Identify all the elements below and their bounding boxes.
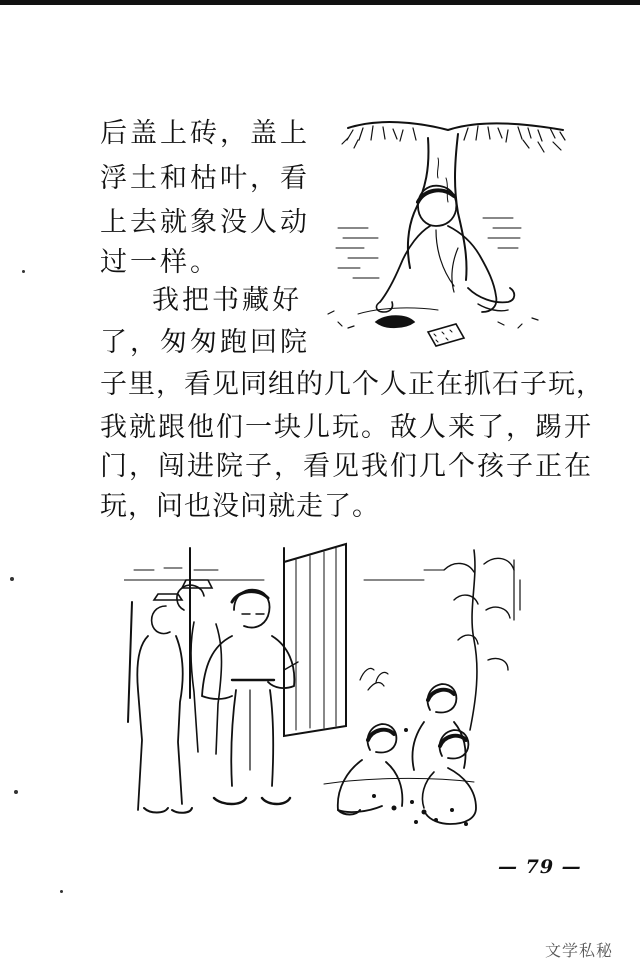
text-line-2: 浮土和枯叶，看	[100, 163, 310, 194]
watermark: 文学私秘	[545, 941, 614, 960]
text-line-10: 玩，问也没问就走了。	[100, 491, 380, 522]
top-border	[0, 0, 640, 5]
page-speck	[14, 790, 18, 794]
page-speck	[22, 270, 25, 273]
text-line-8: 我就跟他们一块儿玩。敌人来了，踢开	[100, 412, 593, 443]
text-line-5: 我把书藏好	[152, 285, 302, 316]
soldiers-and-children-illustration	[124, 540, 544, 836]
text-line-1: 后盖上砖，盖上	[100, 118, 310, 149]
page-speck	[60, 890, 63, 893]
text-line-9: 门，闯进院子，看见我们几个孩子正在	[100, 451, 593, 482]
page-speck	[10, 577, 14, 581]
page-number: — 79 —	[498, 856, 582, 878]
text-line-7: 子里，看见同组的几个人正在抓石子玩，	[100, 369, 604, 400]
text-line-6: 了，匆匆跑回院	[100, 327, 310, 358]
boy-hiding-book-illustration	[318, 118, 574, 358]
text-line-4: 过一样。	[100, 247, 220, 278]
text-line-3: 上去就象没人动	[100, 207, 310, 238]
